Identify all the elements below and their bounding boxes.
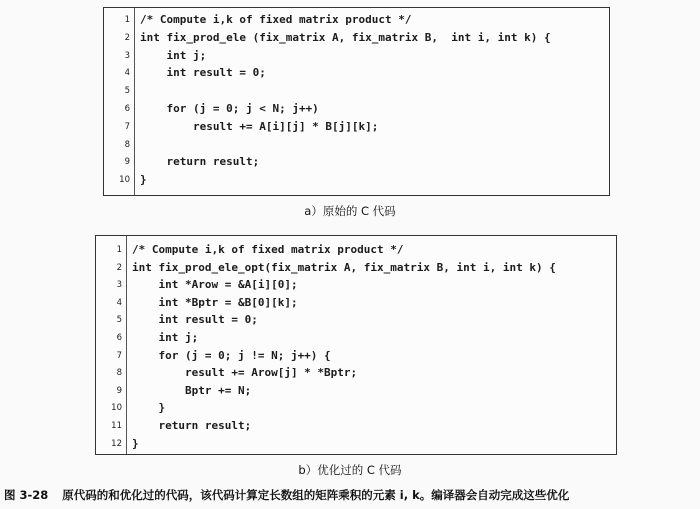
code-line (104, 119, 609, 135)
line-number: 6 (124, 104, 130, 114)
code-text: /* Compute i,k of fixed matrix product */ (132, 243, 404, 256)
code-text: int j; (132, 331, 199, 344)
code-line (96, 436, 616, 452)
code-text: return result; (140, 155, 260, 169)
code-line (96, 400, 616, 416)
code-line (104, 154, 609, 170)
code-text: int result = 0; (132, 313, 258, 327)
figure-caption-text: 原代码的和优化过的代码，该代码计算定长数组的矩阵乘积的元素 i, k。编译器会自动完成这些优化 (62, 488, 570, 502)
line-number: 9 (116, 385, 122, 396)
code-text: } (140, 173, 147, 187)
code-line (96, 260, 616, 276)
figure-caption (4, 487, 569, 503)
line-number: 3 (116, 280, 122, 291)
code-line (96, 312, 616, 328)
line-number: 7 (124, 121, 130, 132)
line-number: 8 (116, 368, 122, 379)
line-number: 12 (111, 438, 122, 449)
code-listing-optimized (95, 235, 617, 455)
code-text: result += Arow[j] * *Bptr; (132, 366, 358, 380)
code-line (96, 418, 616, 434)
code-line (104, 172, 609, 188)
line-number: 10 (111, 403, 122, 414)
code-line (104, 101, 609, 117)
code-line (96, 277, 616, 293)
code-listing-original (103, 7, 610, 196)
code-text: Bptr += N; (132, 383, 252, 397)
code-line (96, 348, 616, 364)
subfigure-caption-a: a）原始的 C 代码 (304, 204, 396, 218)
code-line (104, 12, 609, 28)
line-number: 3 (124, 50, 130, 61)
code-line (104, 65, 609, 81)
line-number: 9 (124, 157, 130, 168)
code-line (104, 30, 609, 46)
code-line (104, 137, 609, 153)
line-number: 2 (124, 32, 130, 43)
line-number: 1 (116, 245, 122, 255)
code-line (104, 48, 609, 64)
code-text: for (j = 0; j < N; j++) (140, 102, 319, 115)
code-line (96, 330, 616, 346)
line-number: 4 (116, 297, 122, 308)
code-text: int fix_prod_ele (fix_matrix A, fix_matrix B, int i, int k) { (140, 30, 551, 44)
code-line (96, 295, 616, 311)
line-number: 6 (116, 333, 122, 343)
code-text: /* Compute i,k of fixed matrix product */ (140, 13, 412, 26)
code-text: int j; (140, 48, 207, 62)
line-number: 1 (124, 15, 130, 25)
code-line (104, 83, 609, 99)
code-line (96, 365, 616, 381)
code-line (96, 242, 616, 258)
subfigure-caption-b: b）优化过的 C 代码 (298, 463, 402, 477)
code-text: } (132, 436, 139, 450)
code-text: } (132, 401, 166, 415)
code-line (96, 383, 616, 399)
code-text: for (j = 0; j != N; j++) { (132, 348, 331, 362)
code-text: int *Arow = &A[i][0]; (132, 278, 298, 292)
line-number: 7 (116, 350, 122, 361)
code-text: int result = 0; (140, 66, 266, 80)
line-number: 5 (124, 86, 130, 97)
line-number: 11 (111, 421, 122, 431)
code-text: int fix_prod_ele_opt(fix_matrix A, fix_matrix B, int i, int k) { (132, 260, 556, 274)
code-text: result += A[i][j] * B[j][k]; (140, 119, 379, 133)
line-number: 2 (116, 262, 122, 273)
line-number: 10 (119, 175, 130, 186)
code-text: int *Bptr = &B[0][k]; (132, 295, 298, 309)
line-number: 4 (124, 68, 130, 79)
line-number: 8 (124, 139, 130, 150)
code-text: return result; (132, 419, 252, 432)
line-number: 5 (116, 315, 122, 326)
figure-number: 图 3-28 (4, 488, 49, 502)
